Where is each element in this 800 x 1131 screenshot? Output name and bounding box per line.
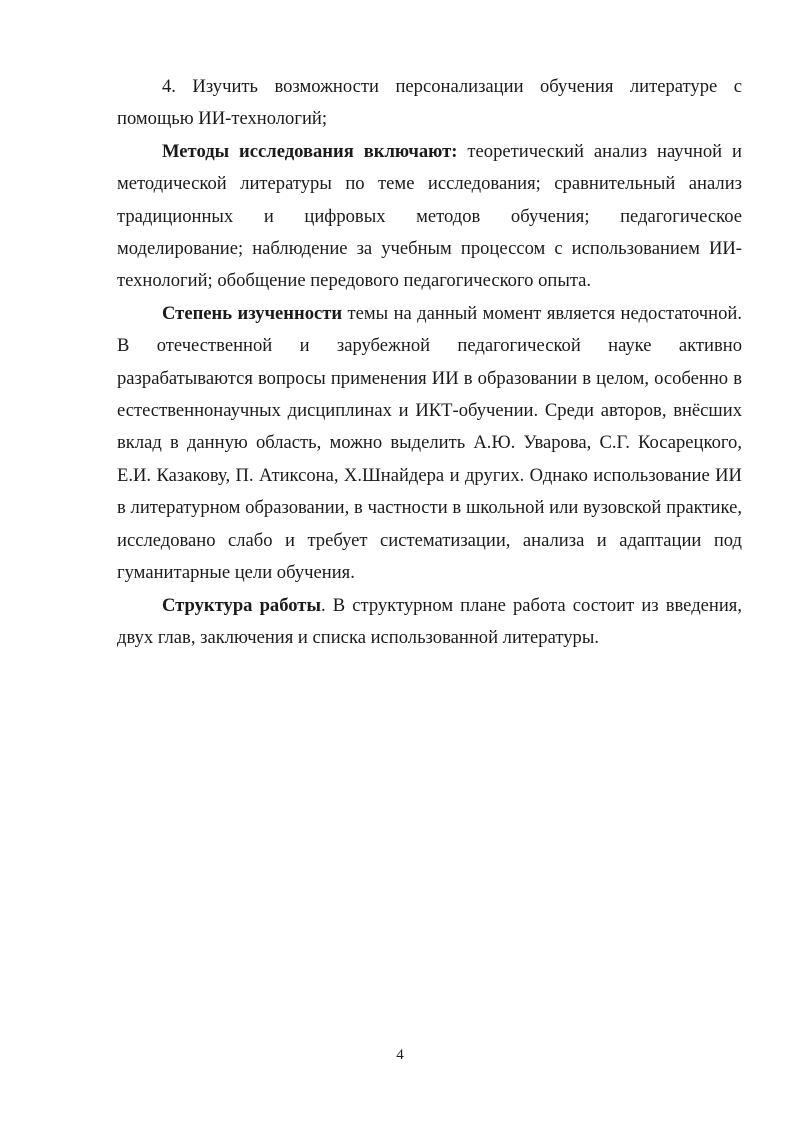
work-structure-paragraph (117, 590, 742, 655)
degree-of-study-text: темы на данный момент является недостаточной. В отечественной и зарубежной педагогической науке активно разрабатываются вопросы применения ИИ в образовании в целом, особенно в естественнонаучных дисциплинах и ИКТ-обучении. Среди авторов, внёсших вклад в данную область, можно выделить А.Ю. Уварова, С.Г. Косарецкого, Е.И. Казакову, П. Атиксона, Х.Шнайдера и других. Однако использование ИИ в литературном образовании, в частности в школьной или вузовской практике, исследовано слабо и требует систематизации, анализа и адаптации под гуманитарные цели обучения. (117, 302, 742, 584)
work-structure-heading: Структура работы (162, 594, 321, 616)
page-number: 4 (396, 1047, 404, 1063)
degree-of-study-heading: Степень изученности (162, 302, 343, 324)
research-methods-text: теоретический анализ научной и методической литературы по теме исследования; сравнительный анализ традиционных и цифровых методов обучения; педагогическое моделирование; наблюдение за учебным процессом с использованием ИИ-технологий; обобщение передового педагогического опыта. (117, 140, 742, 292)
degree-of-study-paragraph (117, 298, 742, 590)
task-item-paragraph (117, 71, 742, 136)
research-methods-heading: Методы исследования включают: (162, 140, 458, 162)
page-body (117, 71, 742, 654)
research-methods-paragraph (117, 136, 742, 298)
paragraph-text: 4. Изучить возможности персонализации обучения литературе с помощью ИИ-технологий; (117, 76, 742, 130)
work-structure-text: . В структурном плане работа состоит из введения, двух глав, заключения и списка использованной литературы. (117, 594, 743, 648)
